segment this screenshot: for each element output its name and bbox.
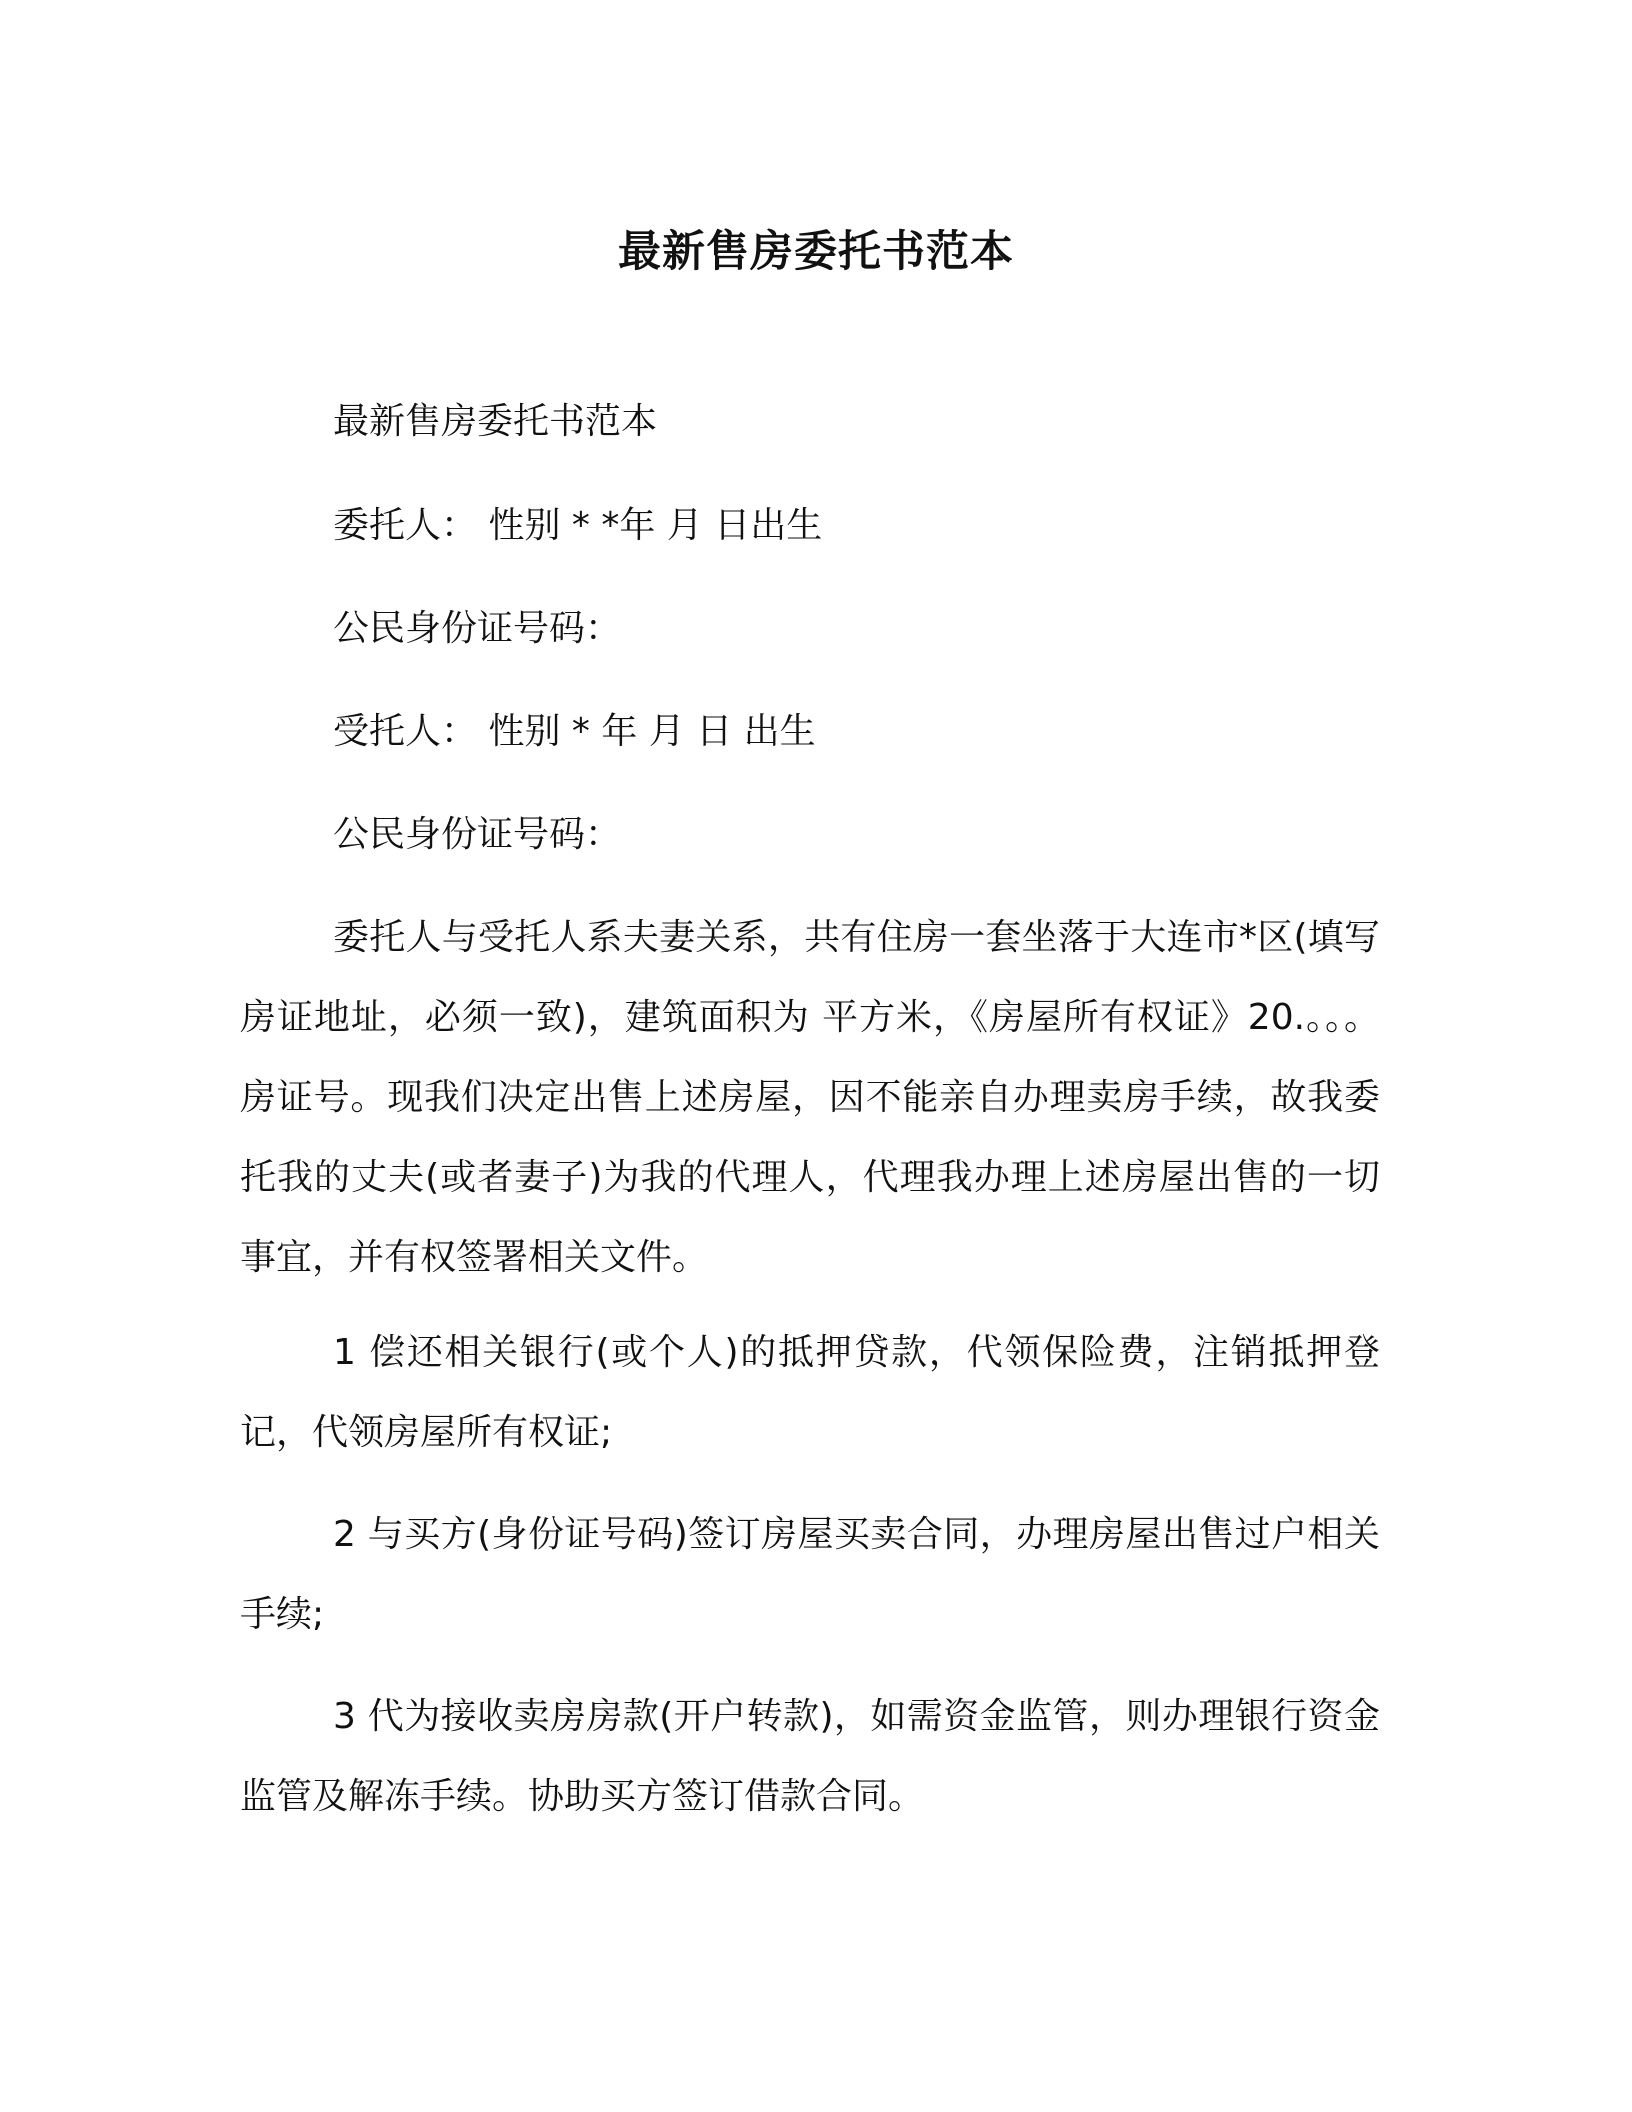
- document-subtitle: 最新售房委托书范本: [333, 401, 658, 442]
- principal-id-line: 公民身份证号码：: [333, 608, 622, 649]
- principal-line: 委托人： 性别 * *年 月 日出生: [333, 505, 823, 546]
- agent-id-line: 公民身份证号码：: [333, 814, 622, 855]
- list-item: 2 与买方(身份证号码)签订房屋买卖合同，办理房屋出售过户相关手续;: [240, 1514, 1380, 1635]
- agent-line: 受托人： 性别 * 年 月 日 出生: [333, 711, 816, 752]
- body-paragraph: 委托人与受托人系夫妻关系，共有住房一套坐落于大连市*区(填写房证地址，必须一致)，建筑面积为 平方米，《房屋所有权证》20.。。。房证号。现我们决定出售上述房屋，因不能亲自办理卖房手续，故我委托我的丈夫(或者妻子)为我的代理人，代理我办理上述房屋出售的一切事宜，并有权签署相关文件。: [240, 917, 1380, 1278]
- list-item: 1 偿还相关银行(或个人)的抵押贷款，代领保险费，注销抵押登记，代领房屋所有权证;: [240, 1332, 1380, 1453]
- document-title: 最新售房委托书范本: [618, 227, 1014, 277]
- list-item: 3 代为接收卖房房款(开户转款)，如需资金监管，则办理银行资金监管及解冻手续。协助买方签订借款合同。: [240, 1696, 1380, 1817]
